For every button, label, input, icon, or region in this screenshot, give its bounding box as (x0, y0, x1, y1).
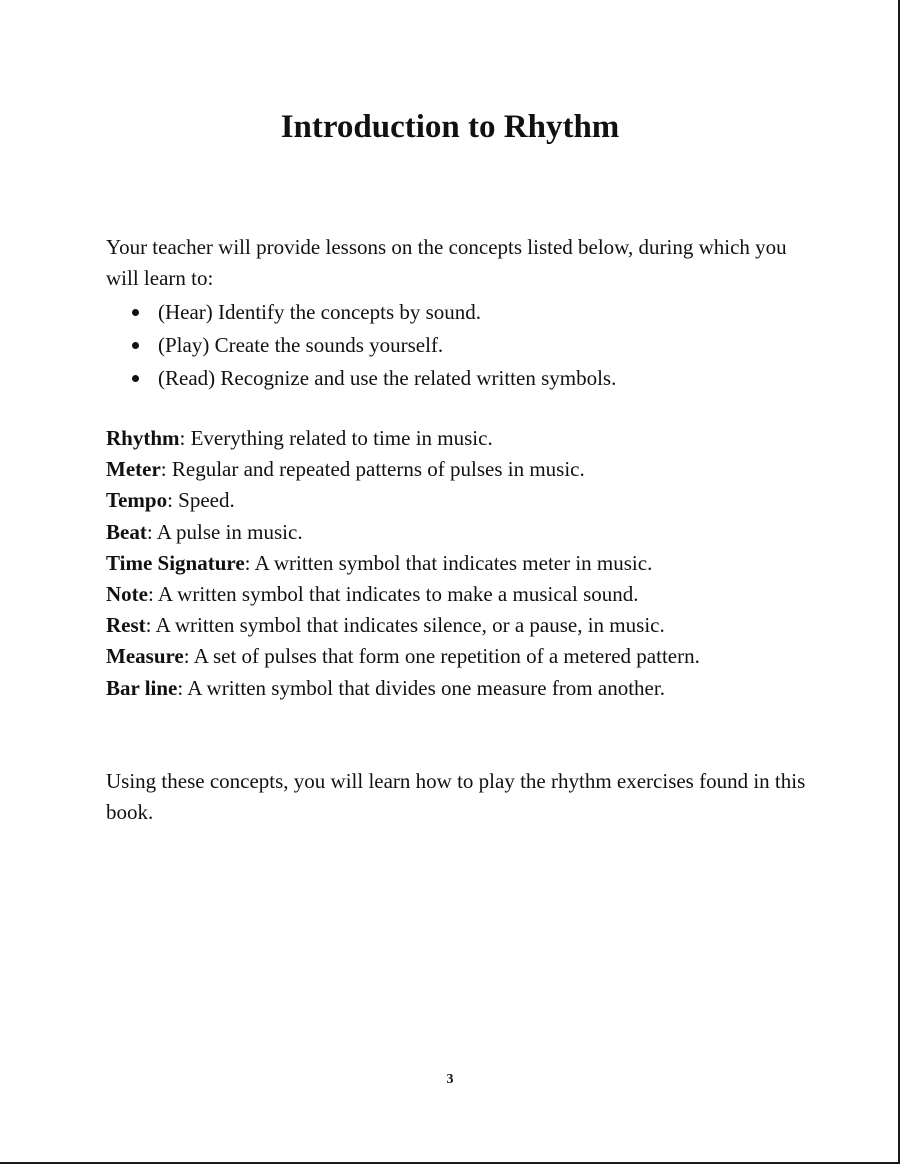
definition-term: Rest (106, 613, 146, 638)
page-title: Introduction to Rhythm (280, 109, 620, 145)
list-item-text: (Hear) Identify the concepts by sound. (158, 300, 482, 324)
definition-text: : Speed. (167, 488, 235, 513)
bullet-icon (132, 309, 139, 316)
bullet-icon (132, 375, 139, 382)
definition-text: : A pulse in music. (146, 519, 303, 544)
list-item-text: (Read) Recognize and use the related written symbols. (158, 366, 617, 390)
intro-paragraph: Your teacher will provide lessons on the concepts listed below, during which you will learn to: (106, 235, 787, 290)
definition-text: : A written symbol that indicates to make a musical sound. (147, 582, 639, 607)
definition-term: Tempo (106, 488, 168, 513)
definition-item (106, 548, 700, 579)
definition-text: : Regular and repeated patterns of pulses in music. (160, 457, 585, 482)
list-item (132, 296, 616, 329)
definition-item (106, 517, 700, 548)
closing-paragraph: Using these concepts, you will learn how to play the rhythm exercises found in this book. (106, 769, 806, 824)
definition-item (106, 673, 700, 704)
definition-term: Note (106, 582, 148, 607)
bullet-icon (132, 342, 139, 349)
list-item (132, 329, 616, 362)
definition-term: Time Signature (106, 550, 245, 575)
definition-term: Beat (106, 519, 147, 544)
definition-item (106, 641, 700, 672)
definition-item (106, 423, 700, 454)
definition-text: : A written symbol that divides one measure from another. (177, 675, 665, 700)
list-item (132, 362, 616, 395)
definition-item (106, 485, 700, 516)
definition-item (106, 579, 700, 610)
definition-item (106, 610, 700, 641)
definition-term: Bar line (106, 675, 178, 700)
definition-text: : Everything related to time in music. (179, 426, 493, 450)
definition-text: : A written symbol that indicates meter in music. (244, 550, 653, 575)
definition-term: Meter (106, 457, 161, 482)
definition-term: Rhythm (106, 426, 180, 450)
definition-item (106, 454, 700, 485)
definition-term: Measure (106, 644, 184, 669)
definitions-list (106, 423, 700, 704)
definition-text: : A written symbol that indicates silence, or a pause, in music. (145, 613, 665, 638)
learning-goals-list (132, 296, 616, 395)
definition-text: : A set of pulses that form one repetition of a metered pattern. (183, 644, 700, 669)
page-number: 3 (446, 1072, 454, 1087)
list-item-text: (Play) Create the sounds yourself. (158, 333, 444, 357)
